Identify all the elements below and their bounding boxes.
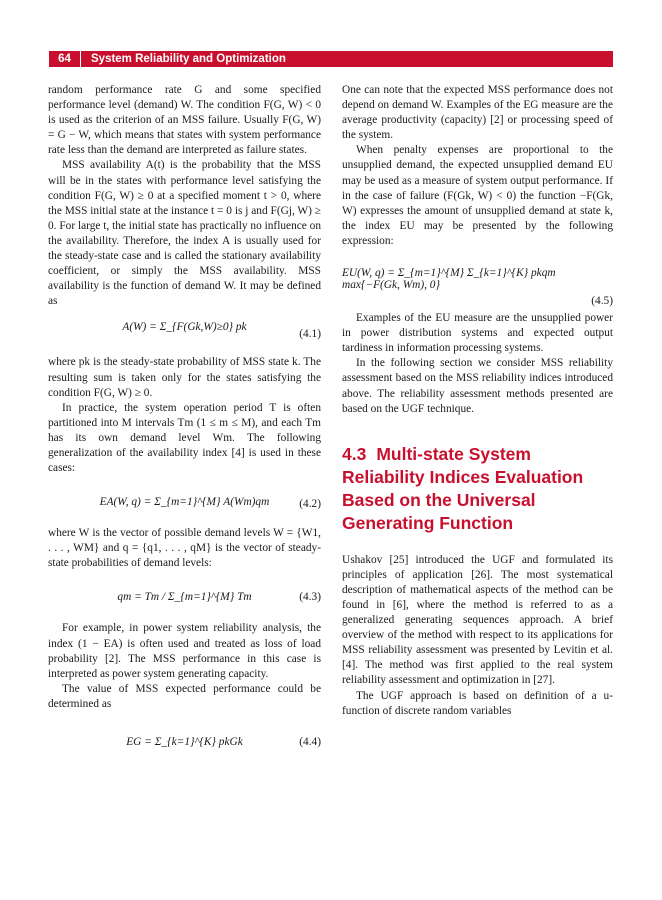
- paragraph: One can note that the expected MSS performance does not depend on demand W. Examples of the EG measure are the average productivity (capacity) [2] or processing speed of the system.: [342, 84, 613, 142]
- running-header: [49, 51, 613, 67]
- paragraph: When penalty expenses are proportional to the unsupplied demand, the expected unsupplied demand EU may be used as a measure of system output performance. If in the case of failure (F(Gk, W) < 0) the function −F(Gk, W) expresses the amount of unsupplied demand at state k, the index EU may be presented by the following expression:: [342, 144, 613, 247]
- paragraph: In practice, the system operation period T is often partitioned into M intervals Tm (1 ≤ m ≤ M), and each Tm has its own demand level Wm. The following generalization of the availability index [4] is used in these cases:: [48, 401, 321, 475]
- equation-4-2: [48, 484, 321, 526]
- paragraph: In the following section we consider MSS reliability assessment based on the MSS reliability indices introduced above. The reliability assessment methods presented are based on the UGF technique.: [342, 357, 613, 415]
- paragraph: where pk is the steady-state probability of MSS state k. The resulting sum is taken only for the states satisfying the condition F(G, W) ≥ 0.: [48, 356, 321, 399]
- equation-body: A(W) = Σ_{F(Gk,W)≥0} pk: [122, 321, 247, 334]
- equation-number: (4.3): [299, 591, 321, 604]
- section-heading: [342, 443, 613, 535]
- equation-number: (4.5): [591, 295, 613, 308]
- paragraph: The value of MSS expected performance could be determined as: [48, 682, 321, 710]
- right-column: [342, 83, 613, 719]
- left-column: [48, 83, 321, 768]
- equation-body: EU(W, q) = Σ_{m=1}^{M} Σ_{k=1}^{K} pkqm max{−F(Gk, Wm), 0}: [342, 267, 556, 292]
- running-title: System Reliability and Optimization: [91, 53, 286, 65]
- paragraph: For example, in power system reliability analysis, the index (1 − EA) is often used and treated as loss of load probability [2]. The MSS performance in this case is interpreted as power system generating capacity.: [48, 622, 321, 680]
- equation-4-4: [48, 722, 321, 768]
- equation-number: (4.1): [299, 328, 321, 341]
- equation-body: EA(W, q) = Σ_{m=1}^{M} A(Wm)qm: [99, 496, 270, 509]
- paragraph: where W is the vector of possible demand levels W = {W1, . . . , WM} and q = {q1, . . . , qM} is the vector of steady-state probabilities of demand levels:: [48, 527, 321, 570]
- equation-4-5: [342, 257, 613, 311]
- equation-4-3: [48, 577, 321, 621]
- paragraph: random performance rate G and some specified performance level (demand) W. The condition F(G, W) < 0 is used as the criterion of an MSS failure. Usually F(G, W) = G − W, which means that states with system performance rate less than the demand are interpreted as failure states.: [48, 84, 321, 157]
- equation-number: (4.4): [299, 736, 321, 748]
- paragraph: Examples of the EU measure are the unsupplied power in power distribution systems and expected output tardiness in information processing systems.: [342, 312, 613, 355]
- equation-number: (4.2): [299, 498, 321, 511]
- page-number: 64: [49, 51, 81, 67]
- paragraph: Ushakov [25] introduced the UGF and formulated its principles of application [26]. The most systematical description of mathematical aspects of the method can be found in [6], where the method is referred to as a generalized generating sequences approach. A brief overview of the method with respect to its applications for MSS reliability assessment was presented by Levitin et al. [4]. The method was first applied to the real system reliability assessment and optimization in [27].: [342, 553, 613, 687]
- section-number: 4.3: [342, 443, 367, 464]
- equation-body: EG = Σ_{k=1}^{K} pkGk: [126, 736, 243, 748]
- paragraph: The UGF approach is based on definition of a u-function of discrete random variables: [342, 689, 613, 717]
- equation-body: qm = Tm / Σ_{m=1}^{M} Tm: [117, 591, 252, 604]
- section-title: Multi-state System Reliability Indices Evaluation Based on the Universal Generating Function: [342, 443, 584, 533]
- paragraph: MSS availability A(t) is the probability that the MSS will be in the states with performance level satisfying the condition F(G, W) ≥ 0 at a specified moment t > 0, where the MSS initial state at the instance t = 0 is j and F(Gj, W) ≥ 0. For large t, the initial state has practically no influence on the availability. Therefore, the index A is usually used for the steady-state case and is called the stationary availability coefficient, or simply the MSS availability. MSS availability is the function of demand W. It may be defined as: [48, 159, 321, 308]
- equation-4-1: [48, 315, 321, 355]
